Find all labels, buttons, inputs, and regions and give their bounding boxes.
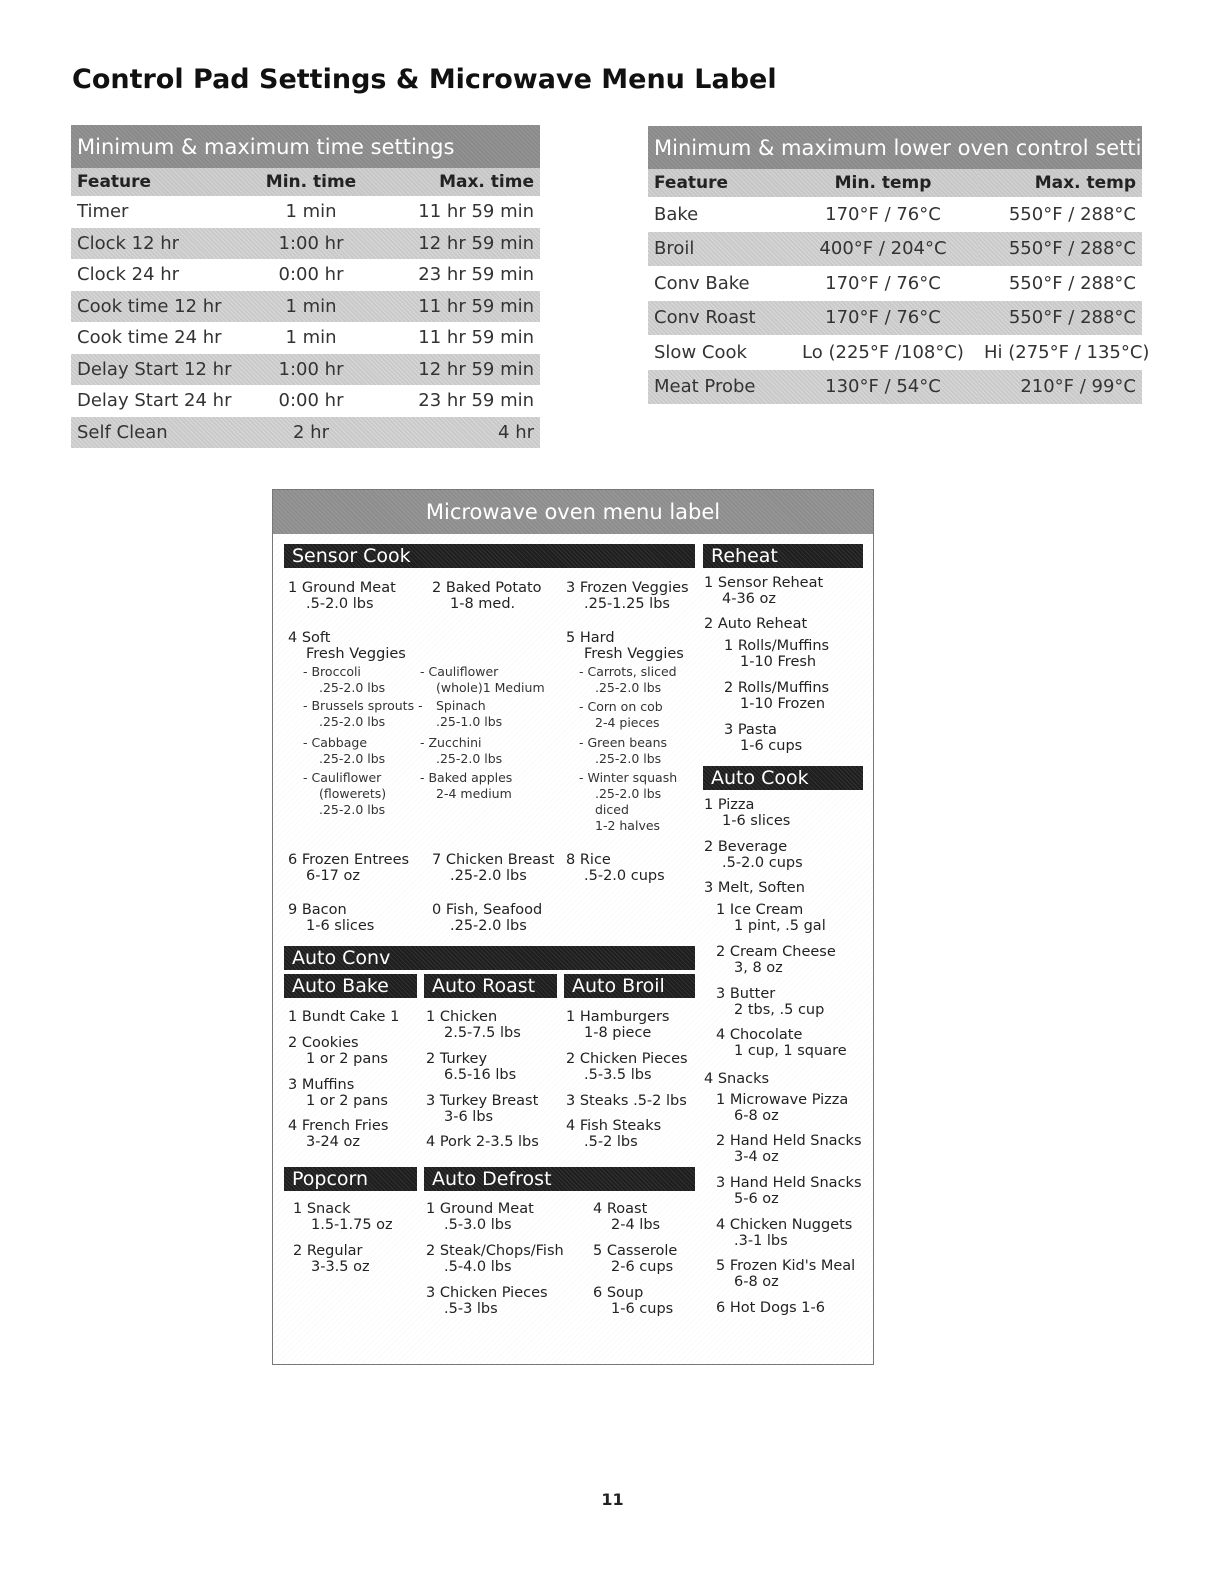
- sensor-item: 9 Bacon: [288, 902, 347, 918]
- table-row: [648, 301, 1142, 336]
- list-item: - Cauliflower: [303, 770, 382, 785]
- cell: 4 hr: [381, 417, 540, 449]
- page-title: Control Pad Settings & Microwave Menu Label: [72, 64, 777, 95]
- table-row: [71, 385, 540, 417]
- cell: Meat Probe: [648, 370, 788, 405]
- list-item: 5 Casserole: [593, 1243, 678, 1259]
- list-item: 2 Steak/Chops/Fish: [426, 1243, 564, 1259]
- cell: Lo (225°F /108°C): [802, 341, 964, 363]
- list-item: 2 Regular: [293, 1243, 363, 1259]
- list-item: .5-2.0 cups: [722, 855, 803, 871]
- list-item: .5-3.0 lbs: [444, 1217, 512, 1233]
- list-item: 5-6 oz: [734, 1191, 779, 1207]
- list-item: 3-3.5 oz: [311, 1259, 370, 1275]
- list-item: .25-2.0 lbs: [595, 786, 662, 801]
- cell: Delay Start 24 hr: [77, 390, 232, 412]
- cell: Self Clean: [71, 417, 241, 449]
- sensor-item: 3 Frozen Veggies: [566, 580, 689, 596]
- cell: 11 hr 59 min: [418, 201, 535, 223]
- list-item: 2 tbs, .5 cup: [734, 1002, 825, 1018]
- list-item: 1-2 halves: [595, 818, 661, 833]
- table-row: [71, 196, 540, 228]
- list-item: - Broccoli: [303, 664, 361, 679]
- auto-broil-heading: Auto Broil: [564, 974, 695, 998]
- list-item: 2-4 pieces: [595, 715, 660, 730]
- list-item: .5-4.0 lbs: [444, 1259, 512, 1275]
- cell: Conv Bake: [654, 272, 750, 294]
- cell: 11 hr 59 min: [418, 327, 535, 349]
- header-max-time: Max. time: [381, 168, 540, 196]
- list-item: - Winter squash: [579, 770, 678, 785]
- sensor-item: 2 Baked Potato: [432, 580, 542, 596]
- auto-cook-heading: Auto Cook: [703, 766, 863, 790]
- list-item: .25-2.0 lbs: [319, 751, 386, 766]
- list-item: .25-2.0 lbs: [319, 680, 386, 695]
- sensor-item: 1 Ground Meat: [288, 580, 396, 596]
- cell: 0:00 hr: [278, 390, 344, 412]
- list-item: .25-2.0 lbs: [436, 751, 503, 766]
- list-item: 1-10 Fresh: [740, 654, 817, 670]
- oven-settings-table: [648, 126, 1180, 404]
- sensor-item-detail: .25-2.0 lbs: [450, 918, 527, 934]
- list-item: 2 Beverage: [704, 839, 788, 855]
- sensor-item-sub: Fresh Veggies: [306, 646, 406, 662]
- list-item: 3, 8 oz: [734, 960, 783, 976]
- microwave-menu-label: [272, 489, 874, 1365]
- list-item: 2 Cream Cheese: [716, 944, 836, 960]
- list-item: - Brussels sprouts -: [303, 698, 423, 713]
- table-row: [648, 266, 1142, 301]
- list-item: - Green beans: [579, 735, 668, 750]
- table-row: [71, 228, 540, 260]
- list-item: 1-6 slices: [722, 813, 791, 829]
- list-item: 1 or 2 pans: [306, 1051, 388, 1067]
- list-item: .3-1 lbs: [734, 1233, 788, 1249]
- cell: 2 hr: [241, 417, 381, 449]
- list-item: 2 Cookies: [288, 1035, 359, 1051]
- list-item: .25-1.0 lbs: [436, 714, 503, 729]
- list-item: 3 Pasta: [724, 722, 777, 738]
- list-item: 1 Hamburgers: [566, 1009, 670, 1025]
- list-item: - Cauliflower: [420, 664, 499, 679]
- cell: 23 hr 59 min: [418, 264, 535, 286]
- cell: 1 min: [285, 201, 337, 223]
- cell: 170°F / 76°C: [788, 301, 978, 336]
- sensor-item-detail: .5-2.0 lbs: [306, 596, 374, 612]
- microwave-label-title: Microwave oven menu label: [273, 490, 873, 534]
- cell: Slow Cook: [654, 341, 747, 363]
- list-item: 2-6 cups: [611, 1259, 674, 1275]
- cell: Clock 12 hr: [71, 228, 241, 260]
- table-row: [648, 232, 1142, 267]
- list-item: 1 Bundt Cake 1: [288, 1009, 400, 1025]
- list-item: 3 Muffins: [288, 1077, 355, 1093]
- sensor-item-detail: 1-8 med.: [450, 596, 516, 612]
- list-item: 6 Hot Dogs 1-6: [716, 1300, 825, 1316]
- list-item: 3 Melt, Soften: [704, 880, 805, 896]
- list-item: 1-6 cups: [740, 738, 803, 754]
- table-row: [648, 335, 1142, 370]
- header-feature: Feature: [648, 169, 788, 197]
- header-feature: Feature: [71, 168, 241, 196]
- cell: 12 hr 59 min: [381, 228, 540, 260]
- list-item: (whole)1 Medium: [436, 680, 545, 695]
- list-item: 1-6 cups: [611, 1301, 674, 1317]
- cell: Broil: [648, 232, 788, 267]
- sensor-item-detail: .5-2.0 cups: [584, 868, 665, 884]
- list-item: 4 Fish Steaks: [566, 1118, 662, 1134]
- list-item: 6-8 oz: [734, 1274, 779, 1290]
- cell: 210°F / 99°C: [978, 370, 1142, 405]
- table-row: [71, 417, 540, 449]
- table-row: [648, 197, 1142, 232]
- sensor-item: 6 Frozen Entrees: [288, 852, 410, 868]
- cell: 550°F / 288°C: [1008, 203, 1137, 225]
- popcorn-heading: Popcorn: [284, 1167, 417, 1191]
- list-item: 2-4 medium: [436, 786, 512, 801]
- cell: 1:00 hr: [241, 228, 381, 260]
- list-item: 3 Turkey Breast: [426, 1093, 539, 1109]
- list-item: 2.5-7.5 lbs: [444, 1025, 521, 1041]
- list-item: 3 Butter: [716, 986, 776, 1002]
- list-item: - Baked apples: [420, 770, 513, 785]
- cell: Hi (275°F / 135°C): [984, 341, 1150, 363]
- auto-conv-heading: Auto Conv: [284, 946, 695, 970]
- list-item: 1 Ground Meat: [426, 1201, 534, 1217]
- list-item: 1 Pizza: [704, 797, 755, 813]
- sensor-item: 5 Hard: [566, 630, 615, 646]
- list-item: - Zucchini: [420, 735, 482, 750]
- list-item: 4 Pork 2-3.5 lbs: [426, 1134, 539, 1150]
- cell: Timer: [77, 201, 129, 223]
- list-item: .25-2.0 lbs: [319, 714, 386, 729]
- list-item: 6-8 oz: [734, 1108, 779, 1124]
- cell: Conv Roast: [648, 301, 788, 336]
- list-item: 6 Soup: [593, 1285, 644, 1301]
- list-item: - Corn on cob: [579, 699, 663, 714]
- list-item: 1-10 Frozen: [740, 696, 826, 712]
- list-item: .25-2.0 lbs: [595, 680, 662, 695]
- cell: 170°F / 76°C: [825, 203, 941, 225]
- cell: 0:00 hr: [278, 264, 344, 286]
- list-item: .5-3 lbs: [444, 1301, 498, 1317]
- cell: 400°F / 204°C: [788, 232, 978, 267]
- cell: 1:00 hr: [241, 354, 381, 386]
- sensor-item-detail: .25-1.25 lbs: [584, 596, 670, 612]
- list-item: .5-2 lbs: [584, 1134, 638, 1150]
- list-item: 1 Microwave Pizza: [716, 1092, 849, 1108]
- sensor-item: 7 Chicken Breast: [432, 852, 555, 868]
- list-item: 2 Rolls/Muffins: [724, 680, 830, 696]
- list-item: .25-2.0 lbs: [595, 751, 662, 766]
- list-item: 4 Roast: [593, 1201, 648, 1217]
- auto-roast-heading: Auto Roast: [424, 974, 557, 998]
- list-item: - Carrots, sliced: [579, 664, 677, 679]
- table-row: [648, 370, 1142, 405]
- sensor-item-detail: .25-2.0 lbs: [450, 868, 527, 884]
- cell: 1 min: [241, 291, 381, 323]
- list-item: 1-8 piece: [584, 1025, 652, 1041]
- cell: 130°F / 54°C: [788, 370, 978, 405]
- list-item: 6.5-16 lbs: [444, 1067, 517, 1083]
- table-row: [71, 322, 540, 354]
- sensor-item: 8 Rice: [566, 852, 611, 868]
- sensor-item: 0 Fish, Seafood: [432, 902, 543, 918]
- oven-table-caption: Minimum & maximum lower oven control settings: [648, 126, 1142, 169]
- cell: 550°F / 288°C: [1008, 272, 1137, 294]
- list-item: 4-36 oz: [722, 591, 776, 607]
- list-item: .5-3.5 lbs: [584, 1067, 652, 1083]
- list-item: 3 Hand Held Snacks: [716, 1175, 862, 1191]
- list-item: 4 Chicken Nuggets: [716, 1217, 853, 1233]
- list-item: 1 cup, 1 square: [734, 1043, 847, 1059]
- list-item: 2 Hand Held Snacks: [716, 1133, 862, 1149]
- list-item: Spinach: [436, 698, 486, 713]
- list-item: 1 Rolls/Muffins: [724, 638, 830, 654]
- list-item: 1 Ice Cream: [716, 902, 804, 918]
- list-item: .25-2.0 lbs: [319, 802, 386, 817]
- list-item: 4 Snacks: [704, 1071, 770, 1087]
- reheat-heading: Reheat: [703, 544, 863, 568]
- sensor-item-detail: 6-17 oz: [306, 868, 360, 884]
- cell: 1 min: [285, 327, 337, 349]
- cell: 23 hr 59 min: [418, 390, 535, 412]
- table-row: [71, 259, 540, 291]
- list-item: - Cabbage: [303, 735, 368, 750]
- list-item: 3 Chicken Pieces: [426, 1285, 548, 1301]
- list-item: 3-24 oz: [306, 1134, 360, 1150]
- time-settings-table: [71, 125, 540, 448]
- list-item: 1 Snack: [293, 1201, 351, 1217]
- list-item: 1 Chicken: [426, 1009, 498, 1025]
- cell: Delay Start 12 hr: [71, 354, 241, 386]
- cell: Cook time 12 hr: [71, 291, 241, 323]
- cell: 170°F / 76°C: [825, 272, 941, 294]
- table-row: [71, 354, 540, 386]
- cell: Clock 24 hr: [77, 264, 180, 286]
- list-item: 3-6 lbs: [444, 1109, 494, 1125]
- list-item: 1.5-1.75 oz: [311, 1217, 393, 1233]
- cell: Cook time 24 hr: [77, 327, 222, 349]
- cell: 11 hr 59 min: [381, 291, 540, 323]
- header-min-time: Min. time: [241, 168, 381, 196]
- list-item: (flowerets): [319, 786, 387, 801]
- header-min-temp: Min. temp: [788, 169, 978, 197]
- list-item: 4 French Fries: [288, 1118, 389, 1134]
- list-item: 1 or 2 pans: [306, 1093, 388, 1109]
- list-item: 3 Steaks .5-2 lbs: [566, 1093, 687, 1109]
- list-item: 1 Sensor Reheat: [704, 575, 824, 591]
- cell: 550°F / 288°C: [978, 301, 1142, 336]
- sensor-cook-heading: Sensor Cook: [284, 544, 695, 568]
- table-row: [71, 291, 540, 323]
- cell: Bake: [654, 203, 699, 225]
- list-item: 2 Auto Reheat: [704, 616, 808, 632]
- list-item: 1 pint, .5 gal: [734, 918, 826, 934]
- sensor-item: 4 Soft: [288, 630, 331, 646]
- list-item: 2 Chicken Pieces: [566, 1051, 688, 1067]
- sensor-item-sub: Fresh Veggies: [584, 646, 684, 662]
- list-item: 2 Turkey: [426, 1051, 488, 1067]
- header-max-temp: Max. temp: [978, 169, 1142, 197]
- sensor-item-detail: 1-6 slices: [306, 918, 375, 934]
- time-table-caption: Minimum & maximum time settings: [71, 125, 540, 168]
- page-number: 11: [601, 1490, 624, 1509]
- list-item: diced: [595, 802, 629, 817]
- list-item: 3-4 oz: [734, 1149, 779, 1165]
- auto-defrost-heading: Auto Defrost: [424, 1167, 695, 1191]
- list-item: 2-4 lbs: [611, 1217, 661, 1233]
- list-item: 5 Frozen Kid's Meal: [716, 1258, 856, 1274]
- cell: 12 hr 59 min: [381, 354, 540, 386]
- cell: 550°F / 288°C: [978, 232, 1142, 267]
- auto-bake-heading: Auto Bake: [284, 974, 417, 998]
- list-item: 4 Chocolate: [716, 1027, 803, 1043]
